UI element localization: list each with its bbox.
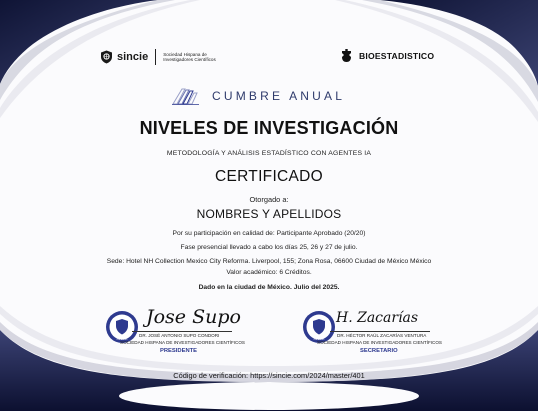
- phase-line: Fase presencial llevado a cabo los días 25, 26 y 27 de julio.: [180, 244, 358, 251]
- verification-code: Código de verificación: https://sincie.com/2024/master/401: [173, 371, 365, 380]
- president-name: DR. JOSÉ ANTONIO SUPO CONDORI: [139, 333, 220, 338]
- recipient-name: NOMBRES Y APELLIDOS: [196, 207, 342, 221]
- book-stack-icon: [172, 87, 200, 105]
- logo-divider: [155, 49, 156, 65]
- participation-line: Por su participación en calidad de: Participante Aprobado (20/20): [172, 230, 366, 237]
- seal-label: SINCIE: [313, 337, 325, 341]
- society-name: [163, 52, 216, 63]
- issued-line: Dado en la ciudad de México. Julio del 2025.: [198, 284, 340, 291]
- secretary-org: SOCIEDAD HISPANA DE INVESTIGADORES CIENTÍFICOS: [317, 340, 442, 345]
- granted-to-label: Otorgado a:: [249, 195, 289, 204]
- society-name-line1: Sociedad Hispana de: [163, 51, 207, 57]
- president-org: SOCIEDAD HISPANA DE INVESTIGADORES CIENTÍFICOS: [120, 340, 245, 345]
- president-role: PRESIDENTE: [160, 348, 198, 354]
- sincie-wordmark: sincie: [117, 51, 149, 63]
- event-subtitle: METODOLOGÍA Y ANÁLISIS ESTADÍSTICO CON AGENTES IA: [166, 150, 372, 157]
- certificate-heading: CERTIFICADO: [214, 168, 324, 185]
- credits-line: Valor académico: 6 Créditos.: [226, 269, 312, 276]
- bioestadistico-mark-icon: [339, 49, 354, 63]
- society-name-line2: Investigadores Científicos: [163, 57, 216, 62]
- secretary-role: SECRETARIO: [360, 348, 398, 354]
- secretary-signature-line: [330, 331, 430, 332]
- bioestadistico-logo: [339, 49, 434, 63]
- secretary-name: DR. HÉCTOR RAÚL ZACARÍAS VENTURA: [337, 333, 427, 338]
- seal-icon: [302, 310, 336, 344]
- president-signature-line: [132, 331, 232, 332]
- secretary-signature: H. Zacarías: [336, 310, 419, 326]
- bioestadistico-wordmark: BIOESTADISTICO: [359, 51, 435, 61]
- shield-icon: [100, 50, 113, 64]
- event-title: NIVELES DE INVESTIGACIÓN: [139, 118, 399, 138]
- event-label: CUMBRE ANUAL: [212, 89, 346, 103]
- event-label-row: [172, 87, 345, 105]
- venue-line: Sede: Hotel NH Collection Mexico City Reforma. Liverpool, 155; Zona Rosa, 06600 Ciudad de México México: [106, 258, 432, 265]
- sincie-logo: [100, 49, 216, 65]
- seal-icon: [105, 310, 139, 344]
- seal-label: SINCIE: [116, 337, 128, 341]
- president-signature: Jose Supo: [146, 306, 241, 328]
